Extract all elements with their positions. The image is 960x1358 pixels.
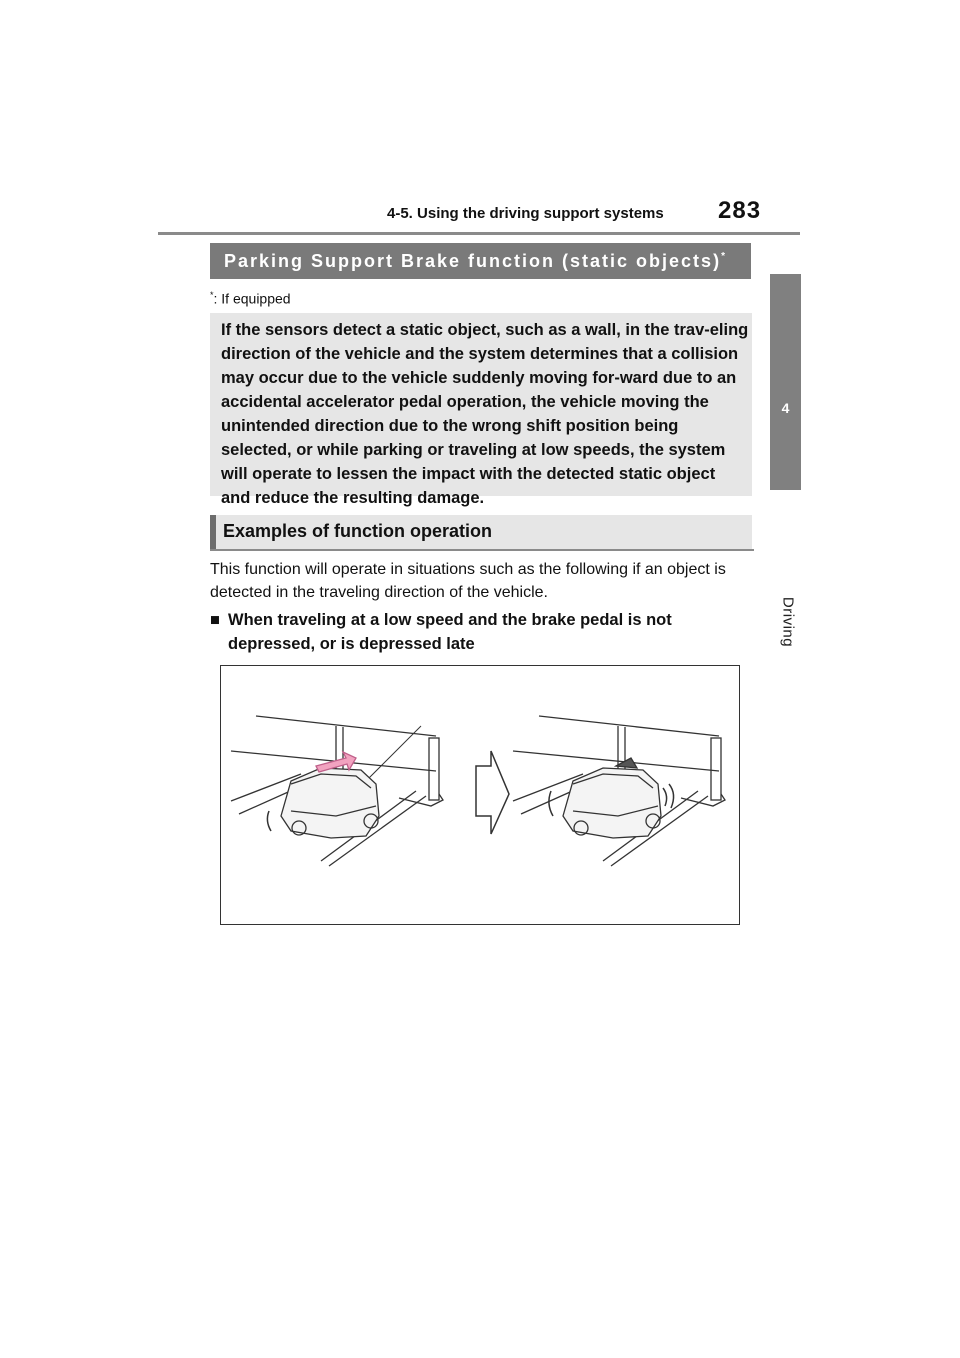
- bullet-item: [210, 608, 755, 656]
- header-rule: [158, 232, 800, 235]
- page-number: 283: [718, 197, 762, 224]
- footnote-text: : If equipped: [213, 290, 291, 307]
- parking-scene-before-icon: [231, 716, 443, 866]
- section-title-marker: *: [721, 251, 725, 262]
- bullet-text: When traveling at a low speed and the brake pedal is not depressed, or is depressed late: [228, 611, 672, 653]
- bullet-square-icon: ■: [210, 611, 220, 629]
- subsection-title: Examples of function operation: [223, 521, 493, 541]
- header-section-title: 4-5. Using the driving support systems: [387, 205, 664, 222]
- section-title-text: Parking Support Brake function (static objects): [224, 251, 722, 271]
- transition-arrow-icon: [476, 751, 509, 834]
- parking-scene-braking-icon: [513, 716, 725, 866]
- subsection-rule: [210, 549, 754, 551]
- footnote-marker: *: [210, 290, 214, 300]
- chapter-tab: [770, 274, 801, 490]
- footnote: [210, 290, 291, 307]
- illustration-svg: [221, 666, 739, 924]
- subsection-body: This function will operate in situations such as the following if an object is detected in the traveling direction of the vehicle.: [210, 561, 726, 601]
- chapter-tab-label: Driving: [779, 596, 797, 648]
- section-title: [224, 251, 725, 272]
- intro-text: If the sensors detect a static object, such as a wall, in the trav-eling direction of the vehicle and the system determines that a collision may occur due to the vehicle suddenly moving for-ward due to an accidental accelerator pedal operation, the vehicle moving the unintended direction due to the wrong shift position being selected, or while parking or traveling at low speeds, the system will operate to lessen the impact with the detected static object and reduce the resulting damage.: [221, 321, 749, 507]
- illustration-figure: [220, 665, 740, 925]
- chapter-tab-number: 4: [781, 400, 790, 416]
- subsection-accent: [210, 515, 216, 549]
